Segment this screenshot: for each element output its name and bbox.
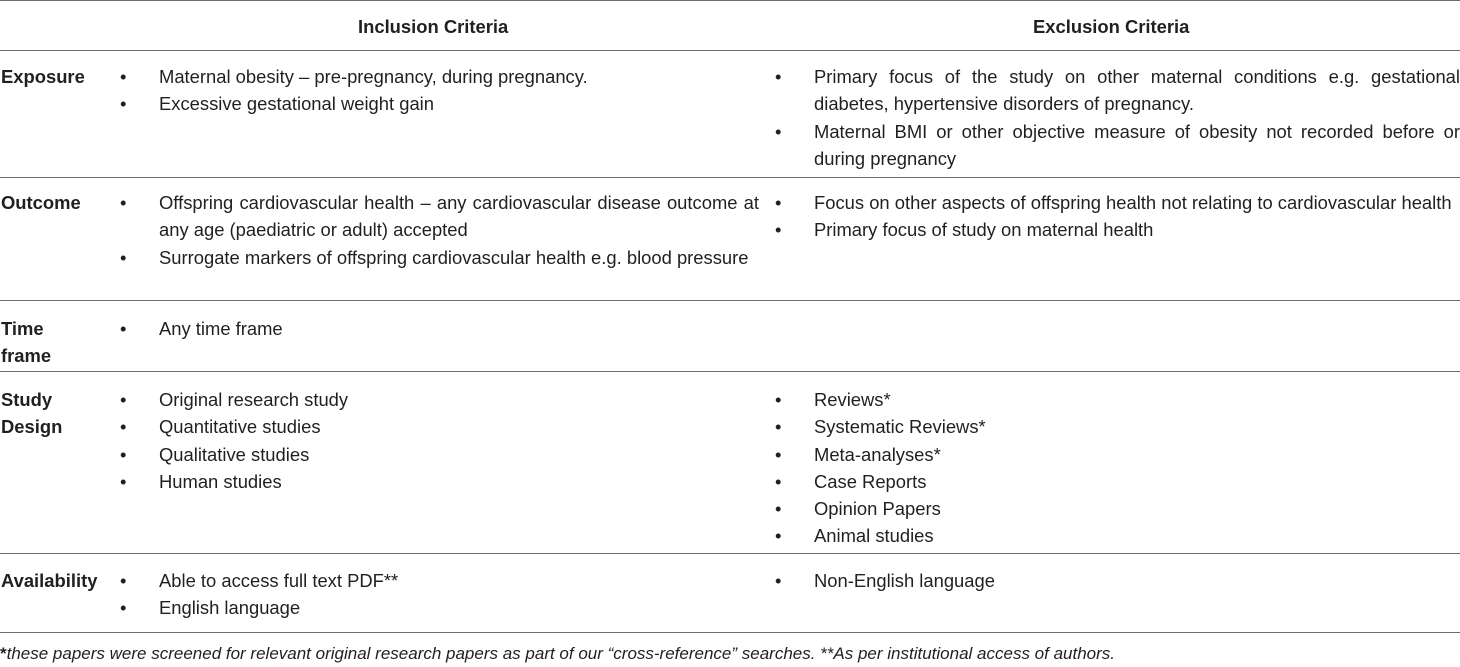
list-item <box>775 386 1460 413</box>
bullet: • <box>775 66 782 87</box>
row-label-line: Study <box>1 389 53 410</box>
exclusion-criteria-header: Exclusion Criteria <box>1033 16 1190 37</box>
list-item-text: Animal studies <box>814 525 934 547</box>
list-item <box>775 189 1460 216</box>
inclusion-criteria-header: Inclusion Criteria <box>358 16 509 37</box>
bullet: • <box>120 318 127 339</box>
list-item-text: Original research study <box>159 389 349 410</box>
table-bottom-rule <box>0 632 1460 633</box>
list-item-text: Reviews* <box>814 389 891 410</box>
list-item <box>775 495 1460 522</box>
time-frame-inclusion-list <box>120 315 759 342</box>
list-item-text: Qualitative studies <box>159 443 310 465</box>
list-item <box>775 567 1460 594</box>
bullet: • <box>120 416 127 438</box>
list-item-text: Surrogate markers of offspring cardiovascular health e.g. blood pressure <box>159 246 749 268</box>
bullet: • <box>775 192 782 213</box>
row-label-line: Time <box>1 318 44 339</box>
list-item-text: Quantitative studies <box>159 416 321 438</box>
list-item <box>120 63 759 90</box>
list-item-text: Offspring cardiovascular health – any cardiovascular disease outcome at any age (paediatric or adult) accepted <box>159 192 759 241</box>
list-item-text: English language <box>159 597 301 619</box>
list-item <box>120 441 759 468</box>
list-item <box>120 386 759 413</box>
table-top-rule <box>0 0 1460 1</box>
bullet: • <box>120 389 127 410</box>
list-item <box>120 567 759 594</box>
list-item <box>120 594 759 621</box>
bullet: • <box>120 597 127 619</box>
list-item-text: Human studies <box>159 470 282 492</box>
header-divider <box>0 50 1460 51</box>
row-divider <box>0 553 1460 554</box>
row-divider <box>0 300 1460 301</box>
list-item <box>775 441 1460 468</box>
bullet: • <box>775 498 782 520</box>
list-item <box>775 468 1460 495</box>
bullet: • <box>775 416 782 438</box>
list-item <box>775 118 1460 173</box>
exposure-inclusion-list <box>120 63 759 118</box>
list-item-text: Systematic Reviews* <box>814 416 986 438</box>
list-item <box>775 63 1460 118</box>
list-item-text: Maternal BMI or other objective measure of obesity not recorded before or during pregnancy <box>814 120 1460 169</box>
bullet: • <box>120 93 127 115</box>
list-item <box>120 244 759 271</box>
list-item-text: Maternal obesity – pre-pregnancy, during pregnancy. <box>159 66 588 87</box>
study-design-exclusion-list <box>775 386 1460 550</box>
list-item-text: Non-English language <box>814 570 995 591</box>
exposure-exclusion-list <box>775 63 1460 172</box>
bullet: • <box>775 389 782 410</box>
list-item-text: Excessive gestational weight gain <box>159 93 434 115</box>
list-item-text: Primary focus of study on maternal health <box>814 219 1154 241</box>
study-design-inclusion-list <box>120 386 759 495</box>
availability-inclusion-list <box>120 567 759 622</box>
list-item-text: Primary focus of the study on other maternal conditions e.g. gestational diabetes, hypertensive disorders of pregnancy. <box>814 66 1460 115</box>
row-label-time-frame <box>1 315 51 370</box>
list-item-text: Case Reports <box>814 470 927 492</box>
row-label-outcome: Outcome <box>1 192 81 213</box>
list-item <box>120 413 759 440</box>
row-divider <box>0 371 1460 372</box>
row-label-exposure: Exposure <box>1 66 85 87</box>
availability-exclusion-list <box>775 567 1460 594</box>
row-divider <box>0 177 1460 178</box>
footnote-star: * <box>0 644 7 663</box>
bullet: • <box>775 525 782 547</box>
bullet: • <box>120 246 127 268</box>
list-item-text: Any time frame <box>159 318 283 339</box>
bullet: • <box>775 120 782 142</box>
row-label-line: Design <box>1 416 63 438</box>
bullet: • <box>120 443 127 465</box>
list-item <box>120 90 759 117</box>
list-item <box>775 413 1460 440</box>
row-label-line: frame <box>1 345 52 367</box>
outcome-exclusion-list <box>775 189 1460 244</box>
bullet: • <box>120 470 127 492</box>
list-item <box>120 189 759 244</box>
footnote-text: these papers were screened for relevant original research papers as part of our “cross-reference” searches. **As per institutional access of authors. <box>6 644 1116 663</box>
list-item-text: Able to access full text PDF** <box>159 570 399 591</box>
list-item <box>120 468 759 495</box>
bullet: • <box>775 570 782 591</box>
list-item-text: Meta-analyses* <box>814 443 941 465</box>
list-item <box>775 216 1460 243</box>
row-label-study-design <box>1 386 62 441</box>
list-item-text: Focus on other aspects of offspring health not relating to cardiovascular health <box>814 192 1452 213</box>
bullet: • <box>775 443 782 465</box>
bullet: • <box>120 570 127 591</box>
list-item-text: Opinion Papers <box>814 498 941 520</box>
bullet: • <box>120 192 127 213</box>
bullet: • <box>775 219 782 241</box>
list-item <box>775 522 1460 549</box>
outcome-inclusion-list <box>120 189 759 271</box>
bullet: • <box>120 66 127 87</box>
bullet: • <box>775 470 782 492</box>
row-label-availability: Availability <box>1 570 98 591</box>
list-item <box>120 315 759 342</box>
